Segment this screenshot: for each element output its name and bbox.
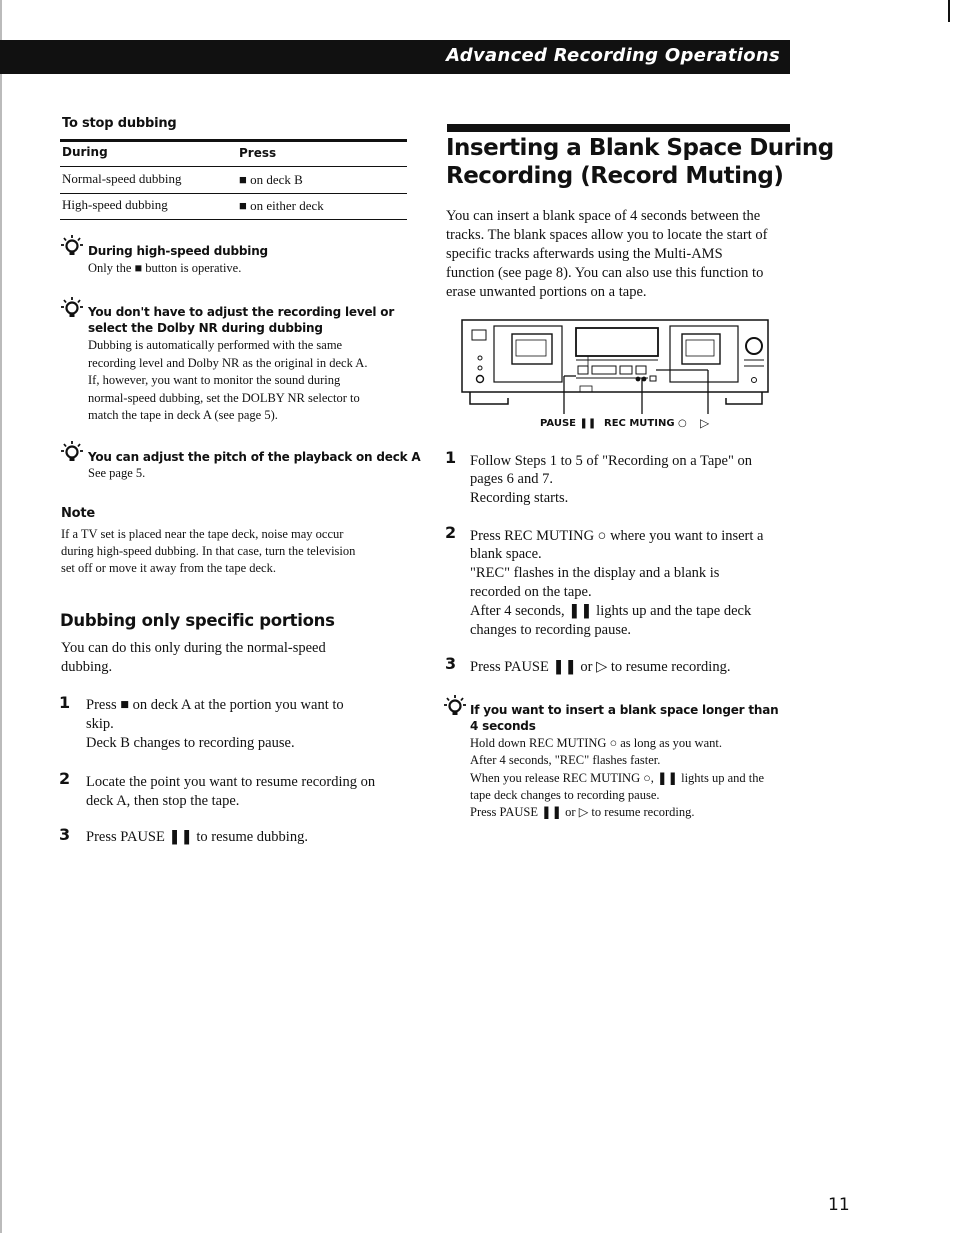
step-text: recorded on the tape.: [470, 584, 592, 600]
table-header-press: Press: [239, 146, 277, 160]
tip-body: match the tape in deck A (see page 5).: [88, 408, 278, 422]
step-number: 1: [445, 448, 457, 467]
section-intro: You can do this only during the normal-speed: [61, 640, 326, 656]
intro-text: erase unwanted portions on a tape.: [446, 284, 647, 300]
tip-body: Hold down REC MUTING ○ as long as you want.: [470, 736, 722, 750]
step-text: Deck B changes to recording pause.: [86, 735, 295, 751]
intro-text: specific tracks afterwards using the Multi-AMS: [446, 246, 723, 262]
page-number: 11: [828, 1195, 850, 1215]
stop-dubbing-heading: To stop dubbing: [62, 116, 177, 131]
page-title: Recording (Record Muting): [446, 163, 784, 189]
section-intro: dubbing.: [61, 659, 113, 675]
tip-body: normal-speed dubbing, set the DOLBY NR selector to: [88, 390, 360, 405]
step-number: 2: [445, 523, 457, 542]
tip-body: See page 5.: [88, 466, 146, 480]
table-cell-during: Normal-speed dubbing: [62, 171, 182, 186]
table-rule: [60, 219, 407, 220]
tip-body: If, however, you want to monitor the sound during: [88, 373, 341, 387]
step-text: Press REC MUTING ○ where you want to insert a: [470, 528, 764, 544]
intro-text: tracks. The blank spaces allow you to locate the start of: [446, 227, 768, 243]
tip-body: recording level and Dolby NR as the original in deck A.: [88, 355, 368, 370]
step-text: Locate the point you want to resume recording on: [86, 774, 376, 790]
tip-title: During high-speed dubbing: [88, 244, 268, 258]
section-heading: Dubbing only specific portions: [60, 611, 335, 630]
section-header-bar: [0, 40, 790, 74]
tip-body: Press PAUSE ❚❚ or ▷ to resume recording.: [470, 805, 695, 819]
table-top-rule: [60, 139, 407, 142]
step-text: Follow Steps 1 to 5 of "Recording on a Tape" on: [470, 453, 752, 469]
step-text: "REC" flashes in the display and a blank is: [470, 565, 720, 581]
step-number: 2: [59, 769, 71, 788]
figure-label-pause: PAUSE ❚❚: [540, 418, 597, 429]
step-text: Press PAUSE ❚❚ or ▷ to resume recording.: [470, 659, 731, 675]
tip-body: When you release REC MUTING ○, ❚❚ lights up and the: [470, 771, 765, 785]
edge-mark: [948, 0, 950, 22]
table-header-during: During: [62, 145, 108, 159]
table-rule: [60, 166, 407, 167]
tip-title: You don't have to adjust the recording level or: [88, 305, 395, 319]
figure-label-play: ▷: [700, 416, 710, 430]
tip-title: 4 seconds: [470, 719, 536, 733]
step-number: 3: [445, 654, 457, 673]
step-number: 3: [59, 825, 71, 844]
step-number: 1: [59, 693, 71, 712]
intro-text: function (see page 8). You can also use this function to: [446, 265, 764, 281]
table-rule: [60, 193, 407, 194]
tip-body: After 4 seconds, "REC" flashes faster.: [470, 753, 661, 767]
figure-label-rec-muting: REC MUTING ○: [604, 418, 687, 429]
table-cell-press: ■ on either deck: [239, 198, 324, 213]
hint-bulb-icon: [444, 694, 466, 718]
note-body: If a TV set is placed near the tape deck, noise may occur: [61, 527, 344, 541]
step-text: blank space.: [470, 546, 542, 562]
intro-text: You can insert a blank space of 4 seconds between the: [446, 208, 761, 224]
tip-body: Dubbing is automatically performed with the same: [88, 338, 343, 352]
page-edge: [0, 0, 2, 1233]
tape-deck-illustration: [458, 316, 770, 418]
step-text: Press PAUSE ❚❚ to resume dubbing.: [86, 829, 308, 845]
table-cell-during: High-speed dubbing: [62, 197, 168, 212]
tip-body: Only the ■ button is operative.: [88, 261, 242, 275]
step-text: Press ■ on deck A at the portion you want to: [86, 697, 344, 713]
table-cell-press: ■ on deck B: [239, 172, 303, 187]
hint-bulb-icon: [61, 440, 83, 464]
step-text: pages 6 and 7.: [470, 471, 553, 487]
note-body: set off or move it away from the tape deck.: [61, 561, 276, 575]
tip-body: tape deck changes to recording pause.: [470, 788, 660, 802]
step-text: After 4 seconds, ❚❚ lights up and the tape deck: [470, 603, 752, 619]
title-rule: [447, 124, 790, 132]
tip-title: select the Dolby NR during dubbing: [88, 321, 323, 335]
note-heading: Note: [61, 506, 96, 521]
section-header-title: Advanced Recording Operations: [446, 45, 780, 66]
tip-title: If you want to insert a blank space longer than: [470, 703, 779, 717]
note-body: during high-speed dubbing. In that case, turn the television: [61, 544, 356, 558]
page-title: Inserting a Blank Space During: [446, 135, 834, 161]
step-text: Recording starts.: [470, 490, 569, 506]
tip-title: You can adjust the pitch of the playback on deck A: [88, 450, 421, 464]
step-text: deck A, then stop the tape.: [86, 793, 240, 809]
step-text: changes to recording pause.: [470, 622, 632, 638]
step-text: skip.: [86, 716, 114, 732]
hint-bulb-icon: [61, 234, 83, 258]
hint-bulb-icon: [61, 296, 83, 320]
